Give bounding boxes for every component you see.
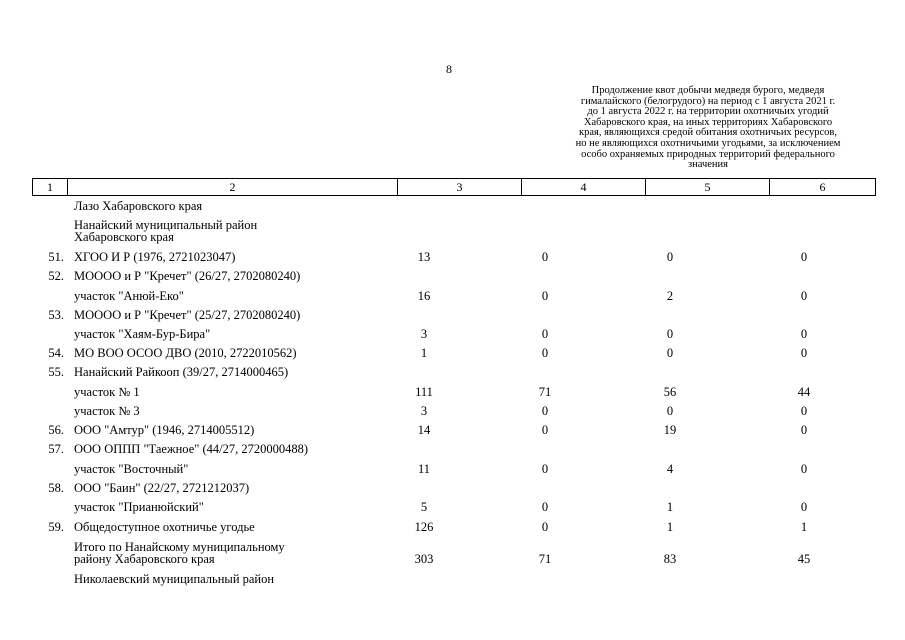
row-number: 52. <box>48 269 64 283</box>
row-value-col6: 0 <box>800 250 808 264</box>
row-name-line: участок "Анюй-Еко" <box>74 289 184 303</box>
row-value-col4: 0 <box>541 404 549 418</box>
row-value-col4: 71 <box>538 552 552 566</box>
row-value-col3: 111 <box>415 385 433 399</box>
column-header-3: 3 <box>398 179 522 196</box>
row-value-col4: 0 <box>541 520 549 534</box>
row-value-col3: 126 <box>414 520 434 534</box>
column-header-6: 6 <box>770 179 876 196</box>
row-value-col4: 0 <box>541 423 549 437</box>
row-value-col5: 0 <box>666 346 674 360</box>
row-value-col5: 0 <box>666 404 674 418</box>
row-value-col4: 0 <box>541 289 549 303</box>
row-value-col5: 0 <box>666 250 674 264</box>
page-number: 8 <box>446 62 452 76</box>
column-number-header <box>32 178 876 196</box>
row-name <box>74 521 374 533</box>
row-value-col5: 4 <box>666 462 674 476</box>
row-name-line: участок "Прианюйский" <box>74 500 204 514</box>
row-name <box>74 443 374 455</box>
caption-line: до 1 августа 2022 г. на территории охотничьих угодий <box>587 106 829 118</box>
row-value-col4: 0 <box>541 327 549 341</box>
row-name-line: ООО ОППП "Таежное" (44/27, 2720000488) <box>74 442 309 456</box>
row-value-col3: 5 <box>420 500 428 514</box>
row-value-col6: 0 <box>800 346 808 360</box>
row-value-col3: 303 <box>414 552 434 566</box>
row-name <box>74 309 374 321</box>
row-name <box>74 573 374 585</box>
caption-line: гималайского (белогрудого) на период с 1 августа 2021 г. <box>580 95 836 107</box>
row-value-col5: 19 <box>663 423 677 437</box>
header-row <box>33 179 876 196</box>
row-number: 59. <box>48 520 64 534</box>
row-name-line: Лазо Хабаровского края <box>74 199 203 213</box>
column-header-2: 2 <box>68 179 398 196</box>
row-name-line: Нанайский Райкооп (39/27, 2714000465) <box>74 365 289 379</box>
column-header-4: 4 <box>522 179 646 196</box>
caption-line: но не являющихся охотничьими угодьями, за исключением <box>575 137 841 149</box>
row-name-line: Нанайский муниципальный район <box>74 218 258 232</box>
caption-line: значения <box>687 159 729 171</box>
row-value-col5: 0 <box>666 327 674 341</box>
row-name-line: ХГОО И Р (1976, 2721023047) <box>74 250 236 264</box>
row-value-col3: 3 <box>420 327 428 341</box>
row-value-col6: 1 <box>800 520 808 534</box>
row-name <box>74 290 374 302</box>
row-value-col6: 0 <box>800 500 808 514</box>
row-value-col5: 1 <box>666 500 674 514</box>
row-value-col4: 0 <box>541 500 549 514</box>
row-name <box>74 328 374 340</box>
row-value-col4: 0 <box>541 250 549 264</box>
row-name <box>74 270 374 282</box>
row-value-col6: 0 <box>800 404 808 418</box>
row-value-col3: 3 <box>420 404 428 418</box>
row-name-line: участок № 1 <box>74 385 140 399</box>
table-caption <box>541 86 875 171</box>
row-value-col4: 0 <box>541 462 549 476</box>
row-number: 57. <box>48 442 64 456</box>
row-number: 58. <box>48 481 64 495</box>
row-number: 55. <box>48 365 64 379</box>
row-name <box>74 424 374 436</box>
row-name-line: ООО "Баин" (22/27, 2721212037) <box>74 481 250 495</box>
row-name-line: МО ВОО ОСОО ДВО (2010, 2722010562) <box>74 346 297 360</box>
row-value-col4: 0 <box>541 346 549 360</box>
row-name <box>74 200 374 212</box>
row-name-line: МОООО и Р "Кречет" (25/27, 2702080240) <box>74 308 301 322</box>
row-value-col5: 56 <box>663 385 677 399</box>
row-value-col3: 11 <box>417 462 431 476</box>
row-name-line: участок "Восточный" <box>74 462 189 476</box>
row-value-col3: 14 <box>417 423 431 437</box>
row-name-line: району Хабаровского края <box>74 552 215 566</box>
row-value-col6: 44 <box>797 385 811 399</box>
row-name <box>74 463 374 475</box>
row-value-col4: 71 <box>538 385 552 399</box>
row-name <box>74 366 374 378</box>
row-value-col6: 45 <box>797 552 811 566</box>
row-name <box>74 501 374 513</box>
row-name-line: Хабаровского края <box>74 230 174 244</box>
caption-line: края, являющихся средой обитания охотничьих ресурсов, <box>579 127 837 139</box>
row-name-line: Итого по Нанайскому муниципальному <box>74 540 285 554</box>
row-name-line: Общедоступное охотничье угодье <box>74 520 255 534</box>
row-name <box>74 405 374 417</box>
row-value-col3: 1 <box>420 346 428 360</box>
row-name <box>74 219 374 243</box>
row-name-line: МОООО и Р "Кречет" (26/27, 2702080240) <box>74 269 301 283</box>
row-value-col5: 2 <box>666 289 674 303</box>
row-name <box>74 386 374 398</box>
column-header-5: 5 <box>646 179 770 196</box>
row-value-col6: 0 <box>800 423 808 437</box>
row-name-line: участок № 3 <box>74 404 140 418</box>
row-name <box>74 482 374 494</box>
row-number: 54. <box>48 346 64 360</box>
column-header-1: 1 <box>33 179 68 196</box>
row-value-col5: 1 <box>666 520 674 534</box>
row-number: 51. <box>48 250 64 264</box>
row-value-col3: 13 <box>417 250 431 264</box>
row-value-col5: 83 <box>663 552 677 566</box>
row-name <box>74 347 374 359</box>
row-name <box>74 541 374 565</box>
row-value-col6: 0 <box>800 327 808 341</box>
caption-line: Хабаровского края, на иных территориях Хабаровского <box>583 116 833 128</box>
row-number: 56. <box>48 423 64 437</box>
row-name-line: ООО "Амтур" (1946, 2714005512) <box>74 423 255 437</box>
row-value-col6: 0 <box>800 462 808 476</box>
row-number: 53. <box>48 308 64 322</box>
row-name-line: участок "Хаям-Бур-Бира" <box>74 327 211 341</box>
row-name-line: Николаевский муниципальный район <box>74 572 275 586</box>
row-name <box>74 251 374 263</box>
caption-line: Продолжение квот добычи медведя бурого, медведя <box>591 85 825 96</box>
row-value-col6: 0 <box>800 289 808 303</box>
row-value-col3: 16 <box>417 289 431 303</box>
caption-line: особо охраняемых природных территорий федерального <box>581 148 835 160</box>
